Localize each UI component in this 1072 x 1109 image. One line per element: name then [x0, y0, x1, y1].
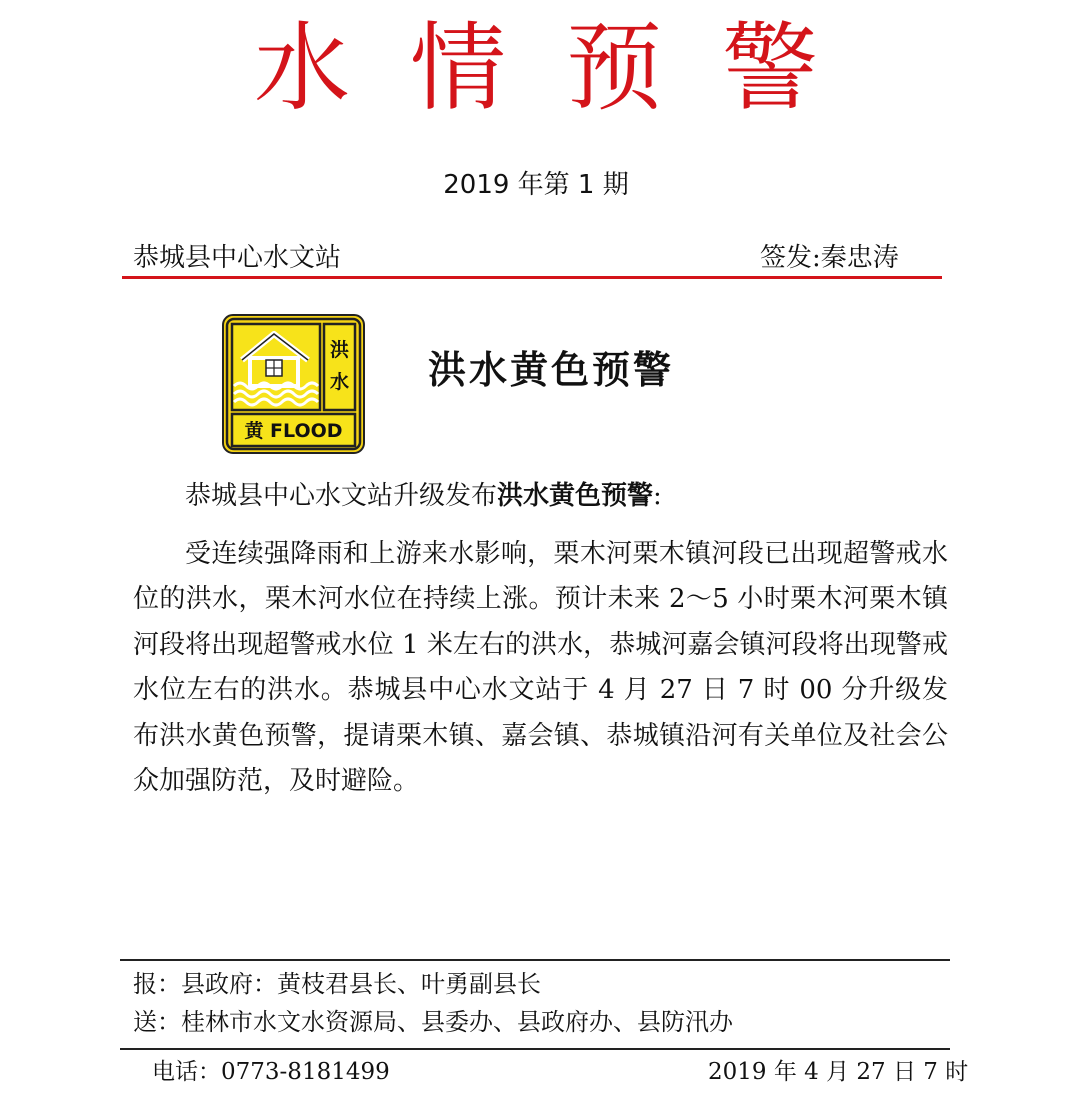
icon-bottom-label: 黄 FLOOD: [244, 420, 343, 442]
footer-rule-top: [120, 959, 950, 961]
notice-paragraph: 受连续强降雨和上游来水影响，栗木河栗木镇河段已出现超警戒水位的洪水，栗木河水位在持续上涨。预计未来 2～5 小时栗木河栗木镇河段将出现超警戒水位 1 米左右的洪水，恭城河嘉会镇河段将出现警戒水位左右的洪水。恭城县中心水文站于 4 月 27 日 7 时 00 分升级发布洪水黄色预警，提请栗木镇、嘉会镇、恭城镇沿河有关单位及社会公众加强防范，及时避险。: [133, 538, 948, 796]
report-line: 报：县政府：黄枝君县长、叶勇副县长: [133, 970, 541, 998]
lead-bold: 洪水黄色预警: [497, 481, 654, 511]
lead-sentence: [133, 474, 948, 520]
issue-number: 2019 年第 1 期: [443, 170, 629, 200]
signer-name: 签发:秦忠涛: [760, 243, 899, 273]
warning-title: 洪水黄色预警: [428, 348, 675, 392]
notice-body: [133, 474, 948, 805]
flood-yellow-warning-icon: [222, 314, 365, 454]
footer-rule-bottom: [120, 1048, 950, 1050]
red-divider: [122, 276, 942, 279]
icon-side-label-1: 洪: [329, 339, 350, 361]
issuer-name: 恭城县中心水文站: [133, 243, 342, 273]
send-line: 送：桂林市水文水资源局、县委办、县政府办、县防汛办: [133, 1008, 733, 1036]
issue-date: 2019 年 4 月 27 日 7 时: [708, 1059, 969, 1085]
phone-number: 电话：0773-8181499: [152, 1059, 390, 1085]
masthead-title: 水情预警: [254, 12, 878, 124]
icon-side-label-2: 水: [329, 371, 350, 393]
lead-prefix: 恭城县中心水文站升级发布: [185, 481, 498, 511]
lead-suffix: :: [653, 481, 662, 511]
